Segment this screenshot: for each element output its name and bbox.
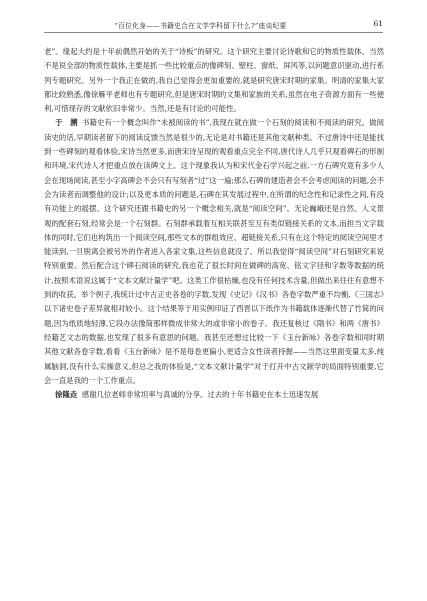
speaker-name: 于 溯 xyxy=(55,118,78,128)
paragraph-continuation xyxy=(44,45,384,116)
paragraph-text: 老”。缘起大约是十年前偶然开始的关于“诗板”的研究。这个研究主要讨论诗歌和它的物质性载体。当然不是说全部的物质性载体,主要是抓一些比较重点的像碑刻、壁柱、窗纸、屏风等,以问题意识驱动,进行系列专题研究。另外一个我正在做的,我自己觉得会更加重要的,就是研究唐宋时期的家集。明清的家集大家都比较熟悉,像徐雁平老师也有专题研究,但是唐宋时期的文集和家族的关系,虽然在电子资源方面有一些便利,可惜现存的文献依旧非常少。当然,还是有讨论的可能性。 xyxy=(44,47,384,114)
running-title: “百位化身——书籍史合在文学学科留下什么?”座谈纪要 xyxy=(114,22,287,30)
speaker-name: 徐隆垚 xyxy=(55,390,78,400)
page-number: 61 xyxy=(373,19,383,28)
running-header xyxy=(44,18,383,33)
paragraph-text: 书籍史有一个概念叫作“未被阅读的书”,我现在就在做一个石刻的阅读和不阅读的研究。做阅读史的话,早期读者留下的阅读反馈当然是很少的,无论是对书籍还是其他文献种类。不过唐诗中还是能找到一些碑刻的观看体验,宋诗当然更多,而唐宋诗呈现的观看重点完全不同,唐代诗人几乎只观看碑石的形制和环境,宋代诗人才把重点放在读碑文上。这个现象我认为和宋代金石学兴起之前,一方石碑究竟有多少人会在现场阅读,甚至小字高碑会不会只有写刻者“过”这一遍;那么石碑的建造者会不会考虑阅读的问题,会不会为读者而调整他的设计;以及更本质的问题是,石碑在其发展过程中,在所谓的纪念性和记录性之间,有没有功能上的摇摆。这个研究还跟书籍史的另一个概念相关,就是“阅读空间”。无论巍峨还是自然、人文景观的配套石刻,经常会是一个石刻群。石刻群承载着互相关联甚至互有类似链接关系的文本,而担当文字载体的同时,它们也构筑出一个阅读空间,那些文本的群组效应、超链接关系,只有在这个特定的阅读空间里才能读到,一旦脱离会被另外的作者进入各家文集,这些信息就没了。所以我觉得“阅读空间”对石刻研究来说特别重要。然后配合这个碑石阅读的研究,我也花了很长时间在做碑的高宽、铭文字径和字数等数据的统计,按照术语说这属于“文本文献计量学”吧。这类工作很枯燥,也没有任何技术含量,但做出来往往有意想不到的收获。举个例子,我统计过中古正史各卷的字数,发现《史记》《汉书》各卷字数严重不均衡,《三国志》以下诸史卷子差异就相对较小。这个结果等于用实例印证了西晋以下纸作为书籍载体逐渐代替了竹简的问题,因为纸质地轻薄,它段办法像简那样微成非常大的或非常小的卷子。我还复核过《隋书》和两《唐书》经籍艺文志的数据,也发现了很多有意思的问题。我甚至还想过比较一下《玉台新咏》各卷字数和同时期其他文献各卷字数,看看《玉台新咏》是不是每卷更偏小,更适合女性读者持握——当然这里面变量太多,纯属脑洞,没有什么实操意义,但总之我的体验是,“文本文献计量学”对于打开中古文献学的局面特别重要,它会一直是我的一个工作重点。 xyxy=(44,118,384,385)
body-text xyxy=(44,45,384,402)
paragraph-yu-su xyxy=(44,116,384,388)
paragraph-text: 感谢几位老师非常坦率与真诚的分享。过去的十年书籍史在本土迅速发展 xyxy=(81,390,319,400)
paragraph-xu-longyao xyxy=(44,388,384,402)
